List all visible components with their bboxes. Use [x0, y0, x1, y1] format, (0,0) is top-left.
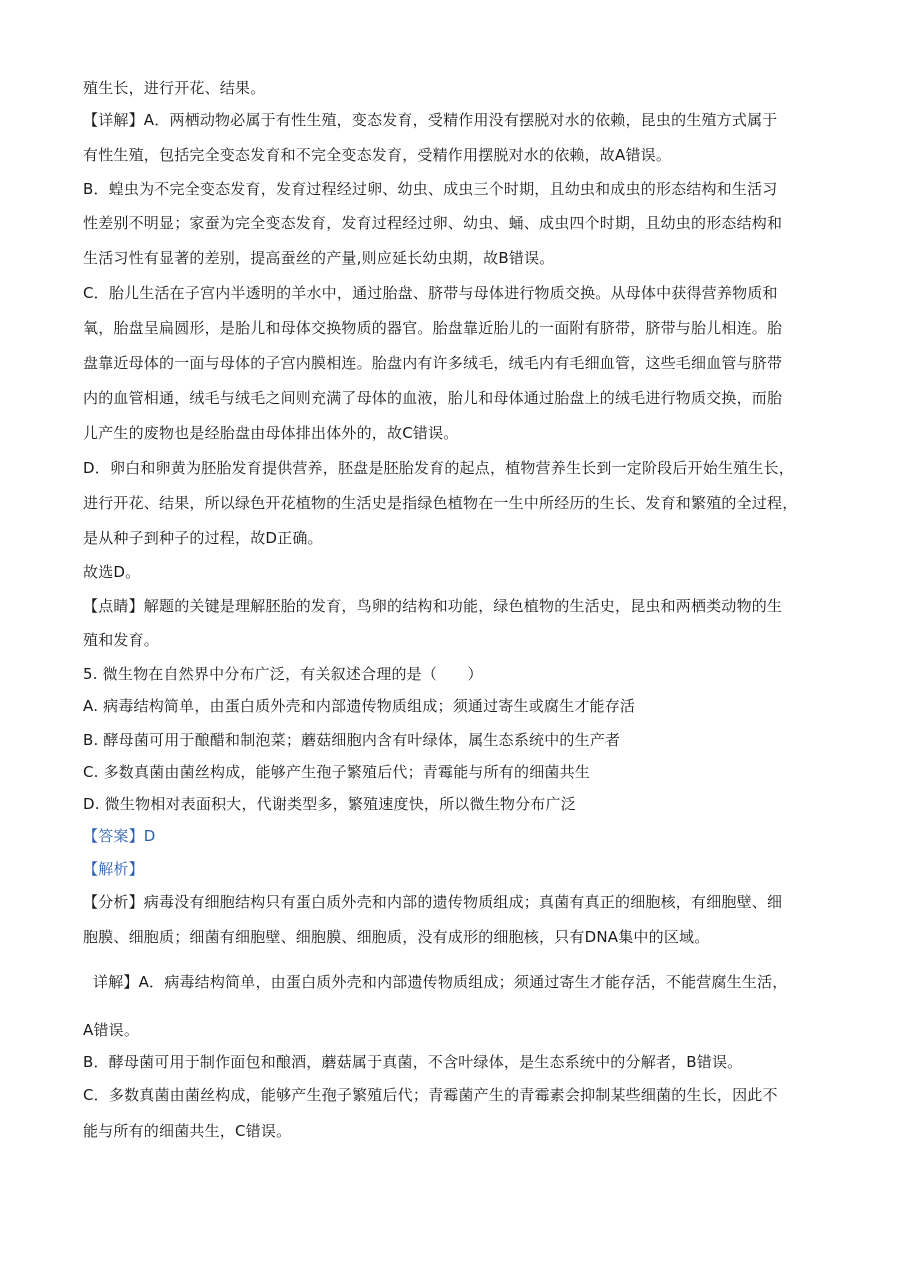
text-line: 生活习性有显著的差别，提高蚕丝的产量,则应延长幼虫期，故B错误。 [83, 249, 555, 267]
text-line: 进行开花、结果，所以绿色开花植物的生活史是指绿色植物在一生中所经历的生长、发育和繁殖的全过程， [83, 494, 798, 512]
answer-label: 【答案】D [83, 827, 156, 845]
text-line: 儿产生的废物也是经胎盘由母体排出体外的，故C错误。 [83, 424, 459, 442]
text-line: 【点睛】解题的关键是理解胚胎的发育，鸟卵的结构和功能，绿色植物的生活史，昆虫和两栖类动物的生 [83, 597, 783, 615]
question-stem: 5. 微生物在自然界中分布广泛，有关叙述合理的是（ ） [83, 665, 483, 683]
text-line: 有性生殖，包括完全变态发育和不完全变态发育，受精作用摆脱对水的依赖，故A错误。 [83, 146, 672, 164]
text-line: 【详解】A．两栖动物必属于有性生殖，变态发育，受精作用没有摆脱对水的依赖，昆虫的生殖方式属于 [83, 111, 778, 129]
text-line: B．蝗虫为不完全变态发育，发育过程经过卵、幼虫、成虫三个时期，且幼虫和成虫的形态结构和生活习 [83, 180, 778, 198]
text-line: 详解】A．病毒结构简单，由蛋白质外壳和内部遗传物质组成；须通过寄生才能存活，不能营腐生生活， [93, 973, 788, 991]
text-line: 殖和发育。 [83, 631, 160, 649]
text-line: 胞膜、细胞质；细菌有细胞壁、细胞膜、细胞质，没有成形的细胞核，只有DNA集中的区域。 [83, 928, 710, 946]
text-line: B．酵母菌可用于制作面包和酿酒，蘑菇属于真菌，不含叶绿体，是生态系统中的分解者，B错误。 [83, 1053, 743, 1071]
text-line: 盘靠近母体的一面与母体的子宫内膜相连。胎盘内有许多绒毛，绒毛内有毛细血管，这些毛细血管与脐带 [83, 354, 783, 372]
option-a: A. 病毒结构简单，由蛋白质外壳和内部遗传物质组成；须通过寄生或腐生才能存活 [83, 697, 636, 715]
text-line: 性差别不明显；家蚕为完全变态发育，发育过程经过卵、幼虫、蛹、成虫四个时期，且幼虫的形态结构和 [83, 214, 783, 232]
text-line: D．卵白和卵黄为胚胎发育提供营养，胚盘是胚胎发育的起点，植物营养生长到一定阶段后开始生殖生长， [83, 459, 794, 477]
text-line: 【分析】病毒没有细胞结构只有蛋白质外壳和内部的遗传物质组成；真菌有真正的细胞核，有细胞壁、细 [83, 893, 783, 911]
text-line: 是从种子到种子的过程，故D正确。 [83, 529, 323, 547]
text-line: 能与所有的细菌共生，C错误。 [83, 1122, 292, 1140]
analysis-label: 【解析】 [83, 860, 144, 878]
text-line: 氧，胎盘呈扁圆形，是胎儿和母体交换物质的器官。胎盘靠近胎儿的一面附有脐带，脐带与胎儿相连。胎 [83, 319, 783, 337]
final-answer-line: 故选D。 [83, 563, 141, 581]
option-d: D. 微生物相对表面积大，代谢类型多，繁殖速度快，所以微生物分布广泛 [83, 795, 576, 813]
option-b: B. 酵母菌可用于酿醋和制泡菜；蘑菇细胞内含有叶绿体，属生态系统中的生产者 [83, 731, 621, 749]
text-line: 内的血管相通，绒毛与绒毛之间则充满了母体的血液，胎儿和母体通过胎盘上的绒毛进行物质交换，而胎 [83, 389, 783, 407]
text-line: C．多数真菌由菌丝构成，能够产生孢子繁殖后代；青霉菌产生的青霉素会抑制某些细菌的生长，因此不 [83, 1086, 778, 1104]
text-line: A错误。 [83, 1021, 140, 1039]
option-c: C. 多数真菌由菌丝构成，能够产生孢子繁殖后代；青霉能与所有的细菌共生 [83, 763, 591, 781]
text-line: C．胎儿生活在子宫内半透明的羊水中，通过胎盘、脐带与母体进行物质交换。从母体中获得营养物质和 [83, 284, 778, 302]
text-line: 殖生长，进行开花、结果。 [83, 79, 266, 97]
